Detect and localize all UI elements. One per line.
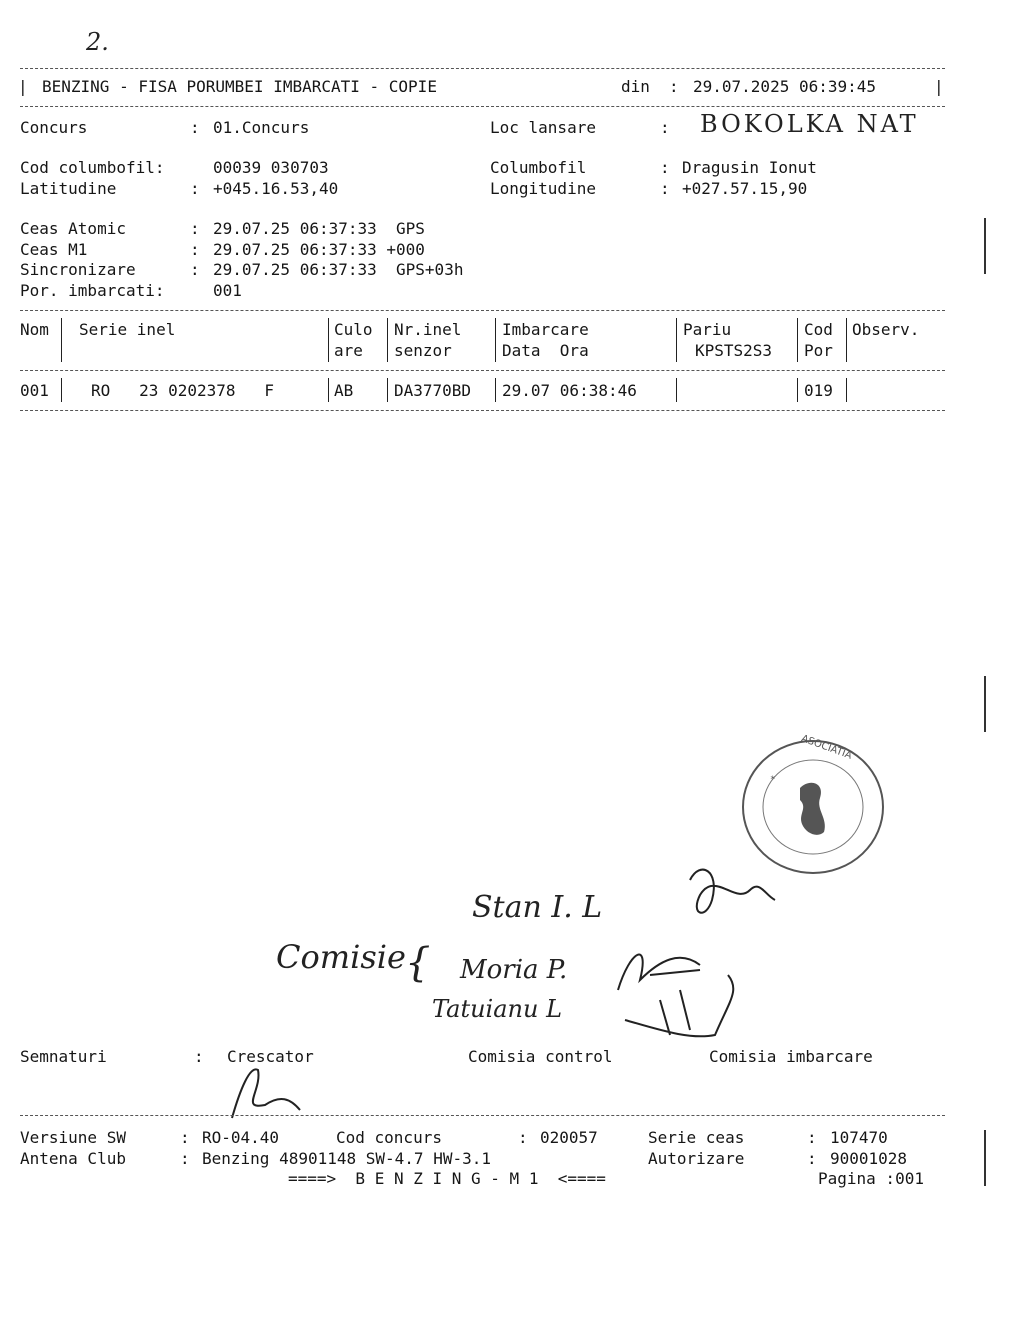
col-header-imbarcare-1: Imbarcare: [502, 320, 589, 339]
cod-columbofil-value: 00039 030703: [213, 158, 329, 177]
versiune-sw-colon: :: [180, 1128, 190, 1147]
date-colon: :: [669, 77, 679, 96]
handwritten-comisie: Comisie: [276, 938, 406, 976]
col-header-nrinel-1: Nr.inel: [394, 320, 462, 339]
comisia-control-label: Comisia control: [468, 1047, 613, 1066]
columbofil-value: Dragusin Ionut: [682, 158, 817, 177]
header-top-rule: [20, 68, 945, 69]
loc-lansare-handwritten: BOKOLKA NAT: [700, 110, 919, 138]
autorizare-colon: :: [807, 1149, 817, 1168]
col-header-culoare-2: are: [334, 341, 363, 360]
col-header-imbarcare-2: Data Ora: [502, 341, 589, 360]
row-serie-inel: RO 23 0202378 F: [91, 381, 275, 400]
date-value: 29.07.2025 06:39:45: [693, 77, 877, 96]
crescator-label: Crescator: [227, 1047, 314, 1066]
table-col-divider: [676, 318, 677, 362]
col-header-nom: Nom: [20, 320, 49, 339]
table-col-divider: [495, 318, 496, 362]
table-col-divider: [797, 378, 798, 402]
columbofil-colon: :: [660, 158, 670, 177]
page-mark: 2.: [86, 28, 109, 56]
handwritten-name-1: Stan I. L: [472, 890, 603, 925]
ceas-atomic-colon: :: [190, 219, 200, 238]
serie-ceas-label: Serie ceas: [648, 1128, 745, 1147]
table-col-divider: [676, 378, 677, 402]
table-bottom-rule: [20, 410, 945, 411]
svg-text:*: *: [770, 775, 776, 785]
benzing-banner: ====> B E N Z I N G - M 1 <====: [288, 1169, 606, 1188]
serie-ceas-value: 107470: [830, 1128, 888, 1147]
row-culoare: AB: [334, 381, 354, 400]
col-header-observ: Observ.: [852, 320, 920, 339]
sincronizare-label: Sincronizare: [20, 260, 136, 279]
scan-edge-mark: [984, 1130, 986, 1186]
col-header-cod-1: Cod: [804, 320, 833, 339]
serie-ceas-colon: :: [807, 1128, 817, 1147]
date-label: din: [621, 77, 650, 96]
versiune-sw-value: RO-04.40: [202, 1128, 280, 1147]
comisia-imbarcare-label: Comisia imbarcare: [709, 1047, 873, 1066]
handwritten-name-2: Moria P.: [460, 955, 568, 985]
cod-concurs-colon: :: [518, 1128, 528, 1147]
semnaturi-colon: :: [194, 1047, 204, 1066]
col-header-pariu-2: KPSTS2S3: [695, 341, 773, 360]
footer-rule: [20, 1115, 945, 1116]
latitude-value: +045.16.53,40: [213, 179, 339, 198]
scan-edge-mark: [984, 218, 986, 274]
ceas-atomic-value: 29.07.25 06:37:33 GPS: [213, 219, 425, 238]
latitude-label: Latitudine: [20, 179, 117, 198]
porumbei-imbarcati-label: Por. imbarcati:: [20, 281, 165, 300]
table-col-divider: [328, 318, 329, 362]
ceas-m1-colon: :: [190, 240, 200, 259]
ceas-atomic-label: Ceas Atomic: [20, 219, 126, 238]
col-header-serie: Serie inel: [79, 320, 176, 339]
header-left-bar: |: [18, 77, 28, 96]
columbofil-label: Columbofil: [490, 158, 587, 177]
versiune-sw-label: Versiune SW: [20, 1128, 126, 1147]
handwritten-name-3: Tatuianu L: [432, 995, 563, 1023]
concurs-value: 01.Concurs: [213, 118, 310, 137]
porumbei-imbarcati-value: 001: [213, 281, 242, 300]
page-number: Pagina :001: [818, 1169, 924, 1188]
row-imbarcare: 29.07 06:38:46: [502, 381, 637, 400]
table-col-divider: [387, 318, 388, 362]
table-col-divider: [387, 378, 388, 402]
row-cod-por: 019: [804, 381, 833, 400]
autorizare-label: Autorizare: [648, 1149, 745, 1168]
table-col-divider: [846, 318, 847, 362]
row-nom: 001: [20, 381, 49, 400]
table-col-divider: [61, 318, 62, 362]
col-header-nrinel-2: senzor: [394, 341, 452, 360]
header-bottom-rule: [20, 106, 945, 107]
col-header-culoare-1: Culo: [334, 320, 373, 339]
club-stamp-graphic: [740, 738, 886, 876]
concurs-colon: :: [190, 118, 200, 137]
table-col-divider: [495, 378, 496, 402]
loc-lansare-colon: :: [660, 118, 670, 137]
table-col-divider: [797, 318, 798, 362]
table-header-rule: [20, 370, 945, 371]
longitude-value: +027.57.15,90: [682, 179, 808, 198]
concurs-label: Concurs: [20, 118, 88, 137]
table-col-divider: [328, 378, 329, 402]
col-header-cod-2: Por: [804, 341, 833, 360]
antena-club-value: Benzing 48901148 SW-4.7 HW-3.1: [202, 1149, 491, 1168]
antena-club-colon: :: [180, 1149, 190, 1168]
col-header-pariu-1: Pariu: [683, 320, 732, 339]
ceas-m1-value: 29.07.25 06:37:33 +000: [213, 240, 425, 259]
latitude-colon: :: [190, 179, 200, 198]
longitude-label: Longitudine: [490, 179, 596, 198]
sincronizare-colon: :: [190, 260, 200, 279]
club-stamp: [740, 733, 886, 876]
table-col-divider: [846, 378, 847, 402]
autorizare-value: 90001028: [830, 1149, 908, 1168]
semnaturi-label: Semnaturi: [20, 1047, 107, 1066]
ceas-m1-label: Ceas M1: [20, 240, 88, 259]
cod-concurs-label: Cod concurs: [336, 1128, 442, 1147]
club-stamp-text: ASOCIATIA: [799, 733, 854, 762]
document-title: BENZING - FISA PORUMBEI IMBARCATI - COPIE: [42, 77, 437, 96]
loc-lansare-label: Loc lansare: [490, 118, 596, 137]
longitude-colon: :: [660, 179, 670, 198]
handwritten-brace: {: [405, 940, 431, 986]
table-col-divider: [61, 378, 62, 402]
cod-concurs-value: 020057: [540, 1128, 598, 1147]
table-top-rule: [20, 310, 945, 311]
sincronizare-value: 29.07.25 06:37:33 GPS+03h: [213, 260, 464, 279]
header-right-bar: |: [934, 77, 944, 96]
row-nr-inel-senzor: DA3770BD: [394, 381, 472, 400]
cod-columbofil-label: Cod columbofil:: [20, 158, 165, 177]
antena-club-label: Antena Club: [20, 1149, 126, 1168]
scan-edge-mark: [984, 676, 986, 732]
